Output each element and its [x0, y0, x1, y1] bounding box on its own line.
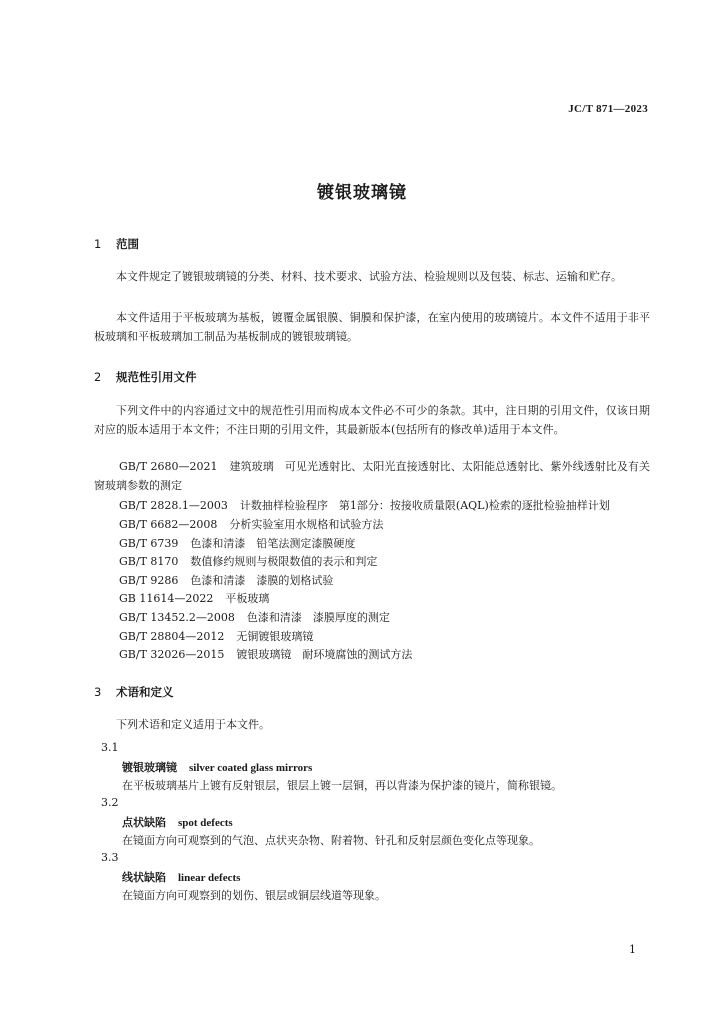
reference-code: GB/T 6682—2008: [119, 518, 218, 531]
reference-item: [119, 628, 313, 644]
term-number: 3.1: [101, 741, 119, 754]
term-definition: 在镜面方向可观察到的气泡、点状夹杂物、附着物、针孔和反射层颜色变化点等现象。: [122, 834, 540, 847]
reference-item: [119, 609, 390, 625]
terms-intro: 下列术语和定义适用于本文件。: [116, 718, 270, 731]
scope-paragraph-2: 本文件适用于平板玻璃为基板，镀覆金属银膜、铜膜和保护漆，在室内使用的玻璃镜片。本文件不适用于非平板玻璃和平板玻璃加工制品为基板制成的镀银玻璃镜。: [94, 311, 650, 343]
reference-title: 建筑玻璃 可见光透射比、太阳光直接透射比、太阳能总透射比、紫外线透射比及有关窗玻璃参数的测定: [94, 460, 650, 492]
term-name: [122, 814, 233, 830]
reference-code: GB/T 2680—2021: [119, 460, 218, 473]
reference-title: 分析实验室用水规格和试验方法: [229, 518, 384, 531]
term-name-en: spot defects: [178, 817, 233, 829]
term-name: [122, 869, 240, 885]
references-intro: 下列文件中的内容通过文中的规范性引用而构成本文件必不可少的条款。其中，注日期的引用文件，仅该日期对应的版本适用于本文件；不注日期的引用文件，其最新版本(包括所有的修改单)适用于本文件。: [94, 404, 650, 436]
reference-code: GB/T 2828.1—2003: [119, 499, 228, 512]
reference-item: [119, 535, 355, 551]
reference-title: 色漆和清漆 铅笔法测定漆膜硬度: [190, 537, 356, 550]
term-name-en: silver coated glass mirrors: [189, 762, 313, 774]
reference-item: [119, 497, 610, 513]
section-heading-scope: [94, 236, 139, 252]
document-title: 镀银玻璃镜: [317, 183, 407, 203]
section-number: 2: [94, 370, 102, 384]
term-definition: 在平板玻璃基片上镀有反射银层，银层上镀一层铜，再以背漆为保护漆的镜片，简称银镜。: [122, 779, 562, 792]
reference-title: 无铜镀银玻璃镜: [236, 630, 314, 643]
reference-code: GB/T 13452.2—2008: [119, 611, 235, 624]
scope-paragraph-1: 本文件规定了镀银玻璃镜的分类、材料、技术要求、试验方法、检验规则以及包装、标志、运输和贮存。: [116, 270, 622, 283]
reference-title: 计数抽样检验程序 第1部分：按接收质量限(AQL)检索的逐批检验抽样计划: [239, 499, 610, 512]
standard-code: JC/T 871—2023: [568, 103, 648, 115]
section-title: 规范性引用文件: [116, 370, 197, 384]
term-number: 3.2: [101, 796, 119, 809]
term-name-zh: 镀银玻璃镜: [122, 761, 177, 774]
reference-title: 色漆和清漆 漆膜厚度的测定: [246, 611, 390, 624]
reference-title: 镀银玻璃镜 耐环境腐蚀的测试方法: [236, 648, 413, 661]
term-name-en: linear defects: [178, 872, 241, 884]
page-number: 1: [629, 943, 636, 956]
term-name-zh: 点状缺陷: [122, 816, 166, 829]
reference-item: [119, 590, 269, 606]
term-name-zh: 线状缺陷: [122, 871, 166, 884]
term-name: [122, 759, 312, 775]
reference-code: GB/T 32026—2015: [119, 648, 225, 661]
section-title: 术语和定义: [116, 685, 174, 699]
reference-item: [119, 516, 383, 532]
reference-item: [119, 572, 333, 588]
term-number: 3.3: [101, 851, 119, 864]
reference-item: [119, 553, 377, 569]
reference-code: GB 11614—2022: [119, 592, 214, 605]
section-number: 3: [94, 685, 102, 699]
reference-code: GB/T 6739: [119, 537, 179, 550]
reference-code: GB/T 8170: [119, 555, 179, 568]
reference-code: GB/T 28804—2012: [119, 630, 225, 643]
reference-title: 平板玻璃: [225, 592, 270, 605]
section-heading-normative-references: [94, 369, 197, 385]
reference-title: 色漆和清漆 漆膜的划格试验: [190, 574, 334, 587]
reference-title: 数值修约规则与极限数值的表示和判定: [190, 555, 378, 568]
section-heading-terms: [94, 684, 174, 700]
reference-item: [119, 646, 412, 662]
reference-code: GB/T 9286: [119, 574, 179, 587]
section-title: 范围: [116, 237, 139, 251]
reference-item: [94, 458, 650, 495]
term-definition: 在镜面方向可观察到的划伤、银层或铜层线道等现象。: [122, 889, 386, 902]
section-number: 1: [94, 237, 102, 251]
